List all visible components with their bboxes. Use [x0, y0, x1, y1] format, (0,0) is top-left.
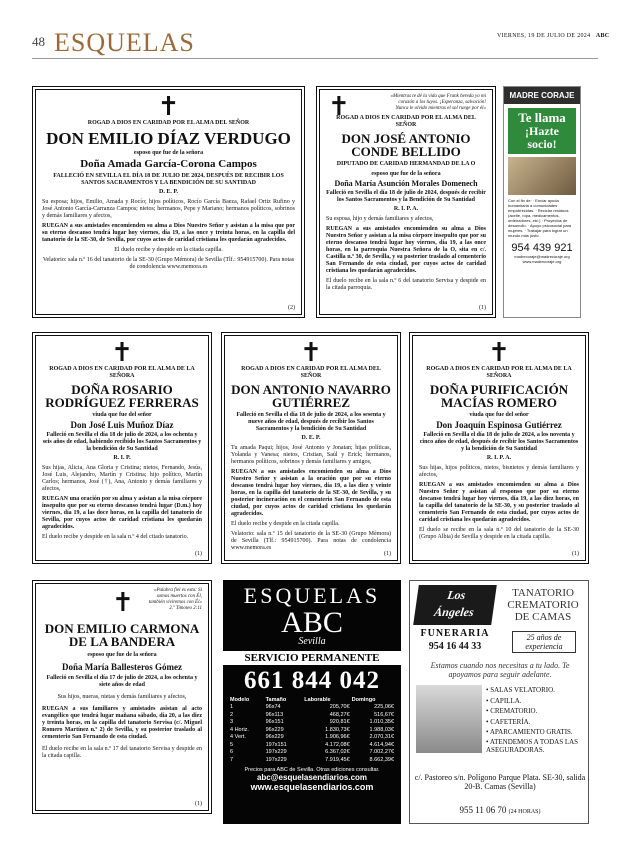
price-weekday: 6.367,02€: [325, 749, 350, 755]
col-weekday: Laborable: [304, 697, 331, 703]
callout-line-2: ¡Hazte socio!: [525, 124, 559, 151]
obituary-heading: ROGAD A DIOS EN CARIDAD POR EL ALMA DEL SEÑOR: [241, 366, 381, 379]
obituary-heading: ROGAD A DIOS EN CARIDAD POR EL ALMA DE LA SEÑORA: [49, 366, 195, 379]
deceased-name: DON EMILIO DÍAZ VERDUGO: [46, 129, 291, 148]
mourning-note: El duelo recibe y despide en la sala n.º 4 del citado tanatorio.: [42, 534, 189, 541]
relation-label: viuda que fue del señor: [469, 412, 529, 418]
obituary-purificacion-macias: [409, 332, 589, 564]
ad-service-banner: SERVICIO PERMANENTE: [223, 651, 401, 665]
price-sunday: 1.010,35€: [369, 719, 394, 725]
funeraria-address: c/. Pastoreo s/n. Polígono Parque Plata. SE-30, salida 20-B. Camas (Sevilla): [414, 773, 586, 791]
services-list: [486, 685, 586, 754]
obituary-heading: ROGAD A DIOS EN CARIDAD POR EL ALMA DE LA SEÑORA: [426, 366, 572, 379]
ad-email: abc@esquelasendiarios.com: [256, 773, 368, 782]
price-sunday: 1.988,03€: [369, 726, 394, 733]
price-size: 197x151: [265, 741, 287, 748]
deceased-name: DOÑA ROSARIO RODRÍGUEZ FERRERAS: [45, 382, 199, 410]
mourning-note: El duelo recibe y despide en la citada capilla.: [114, 246, 223, 253]
wake-info: Velatorio: sala n.º 15 del tanatorio de la SE-30 (Grupo Mémora) de Sevilla (Tlf.: 954915700). Para notas de condolencia www.memora.es: [231, 531, 391, 551]
mass-request: RUEGAN una oración por su alma y asistan a la misa córpore insepulto que por su eterno descanso tendrá lugar (D.m.) hoy viernes, día 19, a las doce horas, en la capilla del tanatorio de Sevilla, por cuyos actos de caridad cristiana les quedarán agradecidos.: [42, 496, 202, 531]
price-table: [229, 697, 395, 764]
price-model: 4 Vert.: [230, 734, 246, 740]
cross-icon: ✝: [111, 338, 133, 367]
madre-coraje-callout: [508, 108, 576, 154]
madre-coraje-email: madrecoraje@madrecoraje.org: [514, 254, 570, 259]
bible-quote: «Palabra fiel es esta: Si somos muertos con Él, también viviremos con Él» 2.º Timoteo 2:11: [148, 588, 202, 611]
mass-request: RUEGAN a sus amistades encomienden su alma a Dios Nuestro Señor y asistan al responso que por su eterno descanso tendrá lugar hoy viernes, día 19, a las diez horas, en la capilla del tanatorio de la SE-30, y su posterior traslado al cementerio San Fernando de esta ciudad, por cuyos actos de caridad cristiana les quedarán agradecidos.: [419, 482, 579, 524]
price-sunday: 8.662,39€: [369, 756, 394, 763]
death-details: Falleció en Sevilla el día 18 de julio de 2024, a los ochenta y seis años de edad, habiendo recibido los Santos Sacramentos y la bendición de Su Santidad: [42, 432, 202, 453]
notice-ref: (1): [479, 305, 486, 311]
price-size: 197x229: [265, 756, 287, 763]
section-title: ESQUELAS: [54, 28, 195, 57]
service-item: • CREMATORIO.: [486, 707, 538, 715]
bible-quote: «Mientras te dé la vida que Frank hereda yo mi corazón a los tuyos. ¡Esperanza, salvación! Nunca le olvido mientras el sol ruege por él»: [390, 94, 486, 111]
price-weekday: 1.830,73€: [325, 726, 350, 733]
mass-request: RUEGAN a sus amistades encomienden su alma a Dios Nuestro Señor y asistan a la misa córpore insepulto que por su eterno descanso tendrá lugar hoy viernes, día 19, a las once horas, en la parroquia Nuestra Señora de la O, sita en c/. Castilla n.º 30, de Sevilla, y su posterior traslado al cementerio San Fernando de esta ciudad, por cuyos actos de caridad cristiana les quedarán agradecidos.: [326, 226, 486, 275]
price-size: 96x229: [265, 734, 284, 740]
price-model: 6: [230, 749, 234, 755]
price-sunday: 516,67€: [374, 711, 394, 718]
funeraria-slogan: Estamos cuando nos necesitas a tu lado. Te apoyamos para seguir adelante.: [430, 661, 570, 679]
relation-label: esposo que fue de la señora: [133, 150, 204, 156]
spouse-name: Doña Amada García-Corona Campos: [80, 158, 257, 170]
rip-mark: D. E. P.: [301, 435, 321, 441]
service-item: • APARCAMIENTO GRATIS.: [486, 728, 573, 736]
price-sunday: 2.070,31€: [369, 734, 394, 740]
death-details: Falleció en Sevilla el día 18 de julio de 2024, a los sesenta y nueve años de edad, después de recibir los Santos Sacramentos y la bendición de Su Santidad: [236, 412, 386, 432]
price-weekday: 1.906,96€: [325, 734, 350, 740]
spouse-name: Don José Luis Muñoz Díaz: [70, 420, 174, 430]
abc-esquelas-ad: [223, 580, 401, 824]
callout-line-1: Te llama: [518, 110, 566, 125]
family-list: Tu amada Paqui; hijos, José Antonio y Jonatan; hijas políticas, Yolanda y Vanesa; nietos, Cristian, Saúl y Erick; hermanos, hermanos políticos, sobrinos y demás familiares y amigos,: [231, 445, 391, 465]
cross-icon: ✝: [157, 92, 180, 121]
notice-ref: (1): [195, 801, 202, 807]
mourning-note: El duelo recibe y despide en la citada capilla.: [231, 521, 340, 527]
service-item: • SALAS VELATORIO.: [486, 686, 555, 694]
obituary-jose-antonio-conde: [316, 86, 496, 318]
deceased-name: DON EMILIO CARMONA DE LA BANDERA: [44, 621, 200, 649]
deceased-name: DON ANTONIO NAVARRO GUTIÉRREZ: [231, 382, 391, 410]
price-row: [229, 719, 395, 727]
col-model: Modelo: [230, 697, 250, 703]
price-size: 96x74: [265, 704, 281, 710]
death-details: FALLECIÓ EN SEVILLA EL DÍA 18 DE JULIO DE 2024, DESPUÉS DE RECIBIR LOS SANTOS SACRAMENTOS Y LA BENDICIÓN DE SU SANTIDAD: [53, 172, 284, 186]
cross-icon: ✝: [112, 588, 134, 617]
family-list: Sus hijos, nueras, nietas y demás familiares y afectos,: [57, 694, 187, 701]
price-row: [229, 734, 395, 742]
madre-coraje-phone: 954 439 921: [511, 242, 573, 254]
building-photo: [416, 685, 482, 753]
header-rule: [32, 58, 598, 59]
death-details: Falleció en Sevilla el día 17 de julio de 2024, a los ochenta y siete años de edad: [46, 675, 198, 689]
rip-mark: R. I. P. A.: [486, 455, 512, 462]
price-row: [229, 712, 395, 720]
spouse-name: Doña María Asunción Morales Domenech: [334, 179, 478, 188]
rip-mark: R. I. P. A.: [393, 206, 419, 213]
family-list: Sus hijas, Alicia, Ana Gloria y Cristina; nietos, Fernando, Jesús, José Luis, Alejandro, Martín y Cristina; hijo político, Martín Carlos; hermanos, José (†), Ana, Antonio y demás familiares y afectos,: [42, 465, 202, 493]
madre-coraje-title: MADRE CORAJE: [504, 87, 580, 104]
obituary-heading: ROGAD A DIOS EN CARIDAD POR EL ALMA DEL SEÑOR: [336, 115, 476, 128]
price-model: 3: [230, 719, 234, 725]
tanatorio-phone-number: 955 11 06 70: [459, 805, 507, 815]
price-size: 197x229: [265, 749, 287, 755]
tanatorio-title: TANATORIO CREMATORIO DE CAMAS: [507, 587, 579, 623]
mass-request: RUEGAN a sus amistades encomienden su alma a Dios Nuestro Señor y asistan a la misa que por su eterno descanso tendrá lugar hoy viernes, día 19, a las once y treinta horas, en la capilla del tanatorio de la SE-30, de Sevilla, por cuyos actos de caridad cristiana les quedarán agradecidos.: [42, 222, 295, 243]
price-sunday: 225,06€: [374, 704, 394, 710]
service-item: • CAFETERÍA.: [486, 717, 531, 726]
obituary-rosario-rodriguez: [32, 332, 212, 564]
wake-info: Velatorio: sala n.º 16 del tanatorio de la SE-30 (Grupo Mémora) de Sevilla (Tlf.: 954915700). Para notas de condolencia www.memora.es: [42, 256, 295, 270]
price-weekday: 7.919,45€: [325, 756, 350, 763]
funeraria-logo: [413, 585, 497, 625]
service-request: RUEGAN a sus familiares y amistades asistan al acto evangélico que tendrá lugar mañana sábado, día 20, a las diez y treinta horas, en la capilla del tanatorio Servisa (c/. Miguel Romero Martínez n.º 2) de Sevilla, y su posterior traslado al cementerio San Fernando de esta ciudad.: [42, 706, 202, 741]
price-size: 96x113: [265, 711, 284, 718]
service-item: • CAPILLA.: [486, 696, 522, 705]
price-row: [229, 757, 395, 765]
price-size: 96x229: [265, 726, 284, 733]
price-weekday: 4.172,08€: [325, 741, 350, 748]
price-model: 4 Horiz.: [230, 726, 249, 733]
price-row: [229, 727, 395, 735]
col-sunday: Domingo: [351, 697, 376, 703]
logo-line-1: Los: [446, 588, 467, 602]
header-brand: ABC: [595, 33, 610, 39]
price-model: 2: [230, 711, 234, 718]
cross-icon: ✝: [300, 338, 322, 367]
mourning-note: El duelo recibe en la sala n.º 6 del tanatorio Servisa y despide en la citada parroquia.: [326, 278, 486, 292]
service-item: • ATENDEMOS A TODAS LAS ASEGURADORAS.: [486, 737, 579, 754]
obituary-antonio-navarro: [221, 332, 401, 564]
price-row: [229, 749, 395, 757]
notice-ref: (2): [288, 305, 295, 311]
role-label: DIPUTADO DE CARIDAD HERMANDAD DE LA O: [336, 161, 476, 167]
tanatorio-hours: (24 HORAS): [508, 809, 541, 815]
ad-city: Sevilla: [298, 636, 326, 647]
price-row: [229, 742, 395, 750]
ad-website: www.esquelasendiarios.com: [250, 782, 374, 792]
page-number: 48: [32, 34, 45, 49]
family-list: Sus hijas, hijos políticos, nietos, bisnietos y demás familiares y afectos,: [419, 465, 579, 479]
price-model: 5: [230, 741, 234, 748]
death-details: Falleció en Sevilla el día 18 de julio de 2024, a los noventa y cinco años de edad, después de recibir los Santos Sacramentos y la bendición de Su Santidad: [419, 432, 579, 453]
col-size: Tamaño: [265, 697, 287, 703]
price-model: 7: [230, 756, 234, 763]
ad-title: ESQUELAS: [243, 583, 381, 608]
funeraria-label: FUNERARIA: [420, 628, 490, 639]
price-model: 1: [230, 704, 234, 710]
logo-line-2: Ángeles: [433, 605, 475, 619]
rip-mark: R. I. P.: [113, 455, 131, 462]
obituary-emilio-carmona: [32, 580, 212, 814]
relation-label: viuda que fue del señor: [92, 412, 152, 418]
cross-icon: ✝: [488, 338, 510, 367]
funeraria-los-angeles-ad: [409, 580, 589, 824]
price-row: [229, 704, 395, 712]
notice-ref: (1): [195, 551, 202, 557]
obituary-emilio-diaz: [32, 86, 305, 318]
spouse-name: Don Joaquín Espinosa Gutiérrez: [436, 420, 562, 430]
notice-ref: (1): [384, 551, 391, 557]
price-sunday: 7.002,27€: [369, 749, 394, 755]
ad-brand: ABC: [281, 606, 343, 639]
madre-coraje-goals: Con el fin de: · Envíar ayuda humanitaria a comunidades empobrecidas. · Reciclar residuos (aceite, ropa, medicamentos, ordenadores, etc.) · Proyectos de desarrollo. · Apoyo psicosocial para mujeres. · Trabajar para lograr un mundo más justo.: [508, 198, 572, 238]
death-details: Falleció en Sevilla el día 18 de julio de 2024, después de recibir los Santos Sacramentos y la Bendición de Su Santidad: [326, 190, 486, 204]
relation-label: esposo que fue de la señora: [371, 171, 441, 177]
relation-label: esposo que fue de la señora: [87, 652, 157, 658]
experience-badge: 25 años de experiencia: [512, 631, 576, 653]
children-photo: [508, 157, 576, 195]
price-table-header: [229, 697, 395, 704]
tanatorio-phone: [414, 805, 586, 815]
cross-icon: ✝: [328, 92, 350, 121]
ad-footer-note: Precios para ABC de Sevilla. Otras ediciones consultar.: [244, 767, 380, 773]
deceased-name: DON JOSÉ ANTONIO CONDE BELLIDO: [341, 131, 471, 159]
family-list: Su esposa; hijos, Emilio, Amada y Rocío; hijos políticos, Rocío García Baeza, Rafael Ortiz Rufino y José Antonio García-Carranza Campos; nietos; hermanos, Pepe y Mariano; hermanos políticos, sobrinos y demás familiares y afectos,: [42, 198, 295, 219]
obituary-heading: ROGAD A DIOS EN CARIDAD POR EL ALMA DEL SEÑOR: [87, 120, 250, 126]
price-weekday: 205,70€: [329, 704, 350, 710]
ad-phone: 661 844 042: [244, 667, 380, 694]
madre-coraje-ad: [503, 86, 581, 318]
price-sunday: 4.614,94€: [369, 741, 394, 748]
funeraria-phone: 954 16 44 33: [428, 641, 482, 652]
mourning-note: El duelo recibe en la sala n.º 17 del tanatorio Servisa y despide en la citada capilla.: [42, 746, 202, 760]
notice-ref: (1): [572, 551, 579, 557]
deceased-name: DOÑA PURIFICACIÓN MACÍAS ROMERO: [429, 382, 569, 410]
rip-mark: D. E. P.: [159, 188, 178, 195]
family-list: Su esposa, hijo y demás familiares y afectos,: [326, 216, 434, 223]
price-weekday: 468,27€: [329, 711, 350, 718]
issue-date: VIERNES, 19 DE JULIO DE 2024 ABC: [497, 33, 610, 39]
price-weekday: 920,81€: [329, 719, 350, 725]
price-size: 96x151: [265, 719, 284, 725]
mourning-note: El duelo se recibe en la sala n.º 10 del tanatorio de la SE-30 (Grupo Albia) de Sevilla y despide en la citada capilla.: [419, 527, 579, 541]
mass-request: RUEGAN a sus amistades encomienden su alma a Dios Nuestro Señor y asistan a la oración que por su eterno descanso tendrá lugar hoy viernes, día 19, a las diez y veinte horas, en la capilla del tanatorio de la SE-30, de Sevilla, y su posterior incineración en el cementerio San Fernando de esta ciudad, por cuyos actos de caridad cristiana les quedarán agradecidos.: [231, 469, 391, 517]
madre-coraje-web: www.madrecoraje.org: [522, 259, 562, 264]
spouse-name: Doña María Ballesteros Gómez: [61, 662, 183, 672]
